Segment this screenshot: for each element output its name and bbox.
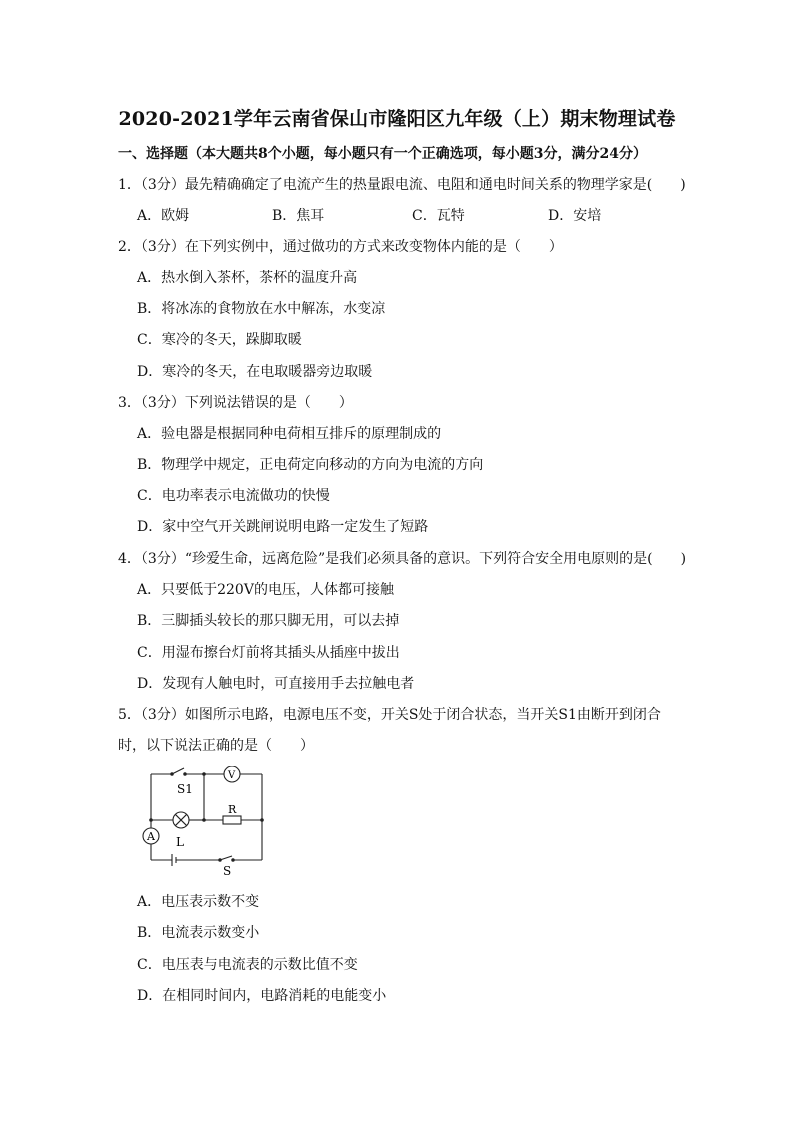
junction-dot-middle xyxy=(202,818,206,822)
question-1-option-c: C．瓦特 xyxy=(412,208,465,224)
circuit-label-r: R xyxy=(228,803,237,816)
circuit-label-l: L xyxy=(176,835,184,849)
question-5-option-a: A．电压表示数不变 xyxy=(137,894,260,910)
question-4-option-c: C．用湿布擦台灯前将其插头从插座中拔出 xyxy=(137,645,400,661)
question-3-option-c: C．电功率表示电流做功的快慢 xyxy=(137,488,330,504)
question-1-stem: 1．（3分）最先精确确定了电流产生的热量跟电流、电阻和通电时间关系的物理学家是( ) xyxy=(118,177,686,193)
question-1-option-d: D．安培 xyxy=(548,208,602,224)
question-2-option-d: D．寒冷的冬天，在电取暖器旁边取暖 xyxy=(137,364,373,380)
question-2-stem: 2．（3分）在下列实例中，通过做功的方式来改变物体内能的是（ ） xyxy=(118,239,563,255)
circuit-label-v: V xyxy=(228,770,236,781)
question-4-stem: 4．（3分）“珍爱生命，远离危险”是我们必须具备的意识。下列符合安全用电原则的是( ) xyxy=(118,551,687,567)
circuit-diagram xyxy=(128,766,278,878)
question-3-option-a: A．验电器是根据同种电荷相互排斥的原理制成的 xyxy=(137,426,442,442)
question-5-option-b: B．电流表示数变小 xyxy=(137,925,260,941)
question-1-option-b: B．焦耳 xyxy=(272,208,325,224)
question-4-option-b: B．三脚插头较长的那只脚无用，可以去掉 xyxy=(137,613,400,629)
page-title: 2020-2021学年云南省保山市隆阳区九年级（上）期末物理试卷 xyxy=(118,108,676,130)
question-2-option-b: B．将冰冻的食物放在水中解冻，水变凉 xyxy=(137,301,386,317)
circuit-label-s: S xyxy=(223,864,232,878)
question-2-option-a: A．热水倒入茶杯，茶杯的温度升高 xyxy=(137,270,358,286)
question-5-stem-line-2: 时，以下说法正确的是（ ） xyxy=(118,738,314,754)
question-5-option-d: D．在相同时间内，电路消耗的电能变小 xyxy=(137,988,387,1004)
question-4-option-a: A．只要低于220V的电压，人体都可接触 xyxy=(137,582,394,598)
question-4-option-d: D．发现有人触电时，可直接用手去拉触电者 xyxy=(137,676,415,692)
section-heading-choice: 一、选择题（本大题共8个小题，每小题只有一个正确选项，每小题3分，满分24分） xyxy=(118,146,647,162)
circuit-label-s1: S1 xyxy=(177,782,193,796)
question-2-option-c: C．寒冷的冬天，跺脚取暖 xyxy=(137,332,302,348)
question-3-option-b: B．物理学中规定，正电荷定向移动的方向为电流的方向 xyxy=(137,457,484,473)
circuit-label-a: A xyxy=(147,830,155,843)
junction-dot-left xyxy=(149,818,153,822)
junction-dot-top xyxy=(202,772,206,776)
resistor-rect xyxy=(223,816,241,824)
question-5-stem-line-1: 5．（3分）如图所示电路，电源电压不变，开关S处于闭合状态，当开关S1由断开到闭合 xyxy=(118,707,661,723)
junction-dot-right xyxy=(260,818,264,822)
question-3-option-d: D．家中空气开关跳闸说明电路一定发生了短路 xyxy=(137,519,429,535)
question-1-option-a: A．欧姆 xyxy=(137,208,190,224)
question-3-stem: 3．（3分）下列说法错误的是（ ） xyxy=(118,395,353,411)
question-5-option-c: C．电压表与电流表的示数比值不变 xyxy=(137,957,358,973)
